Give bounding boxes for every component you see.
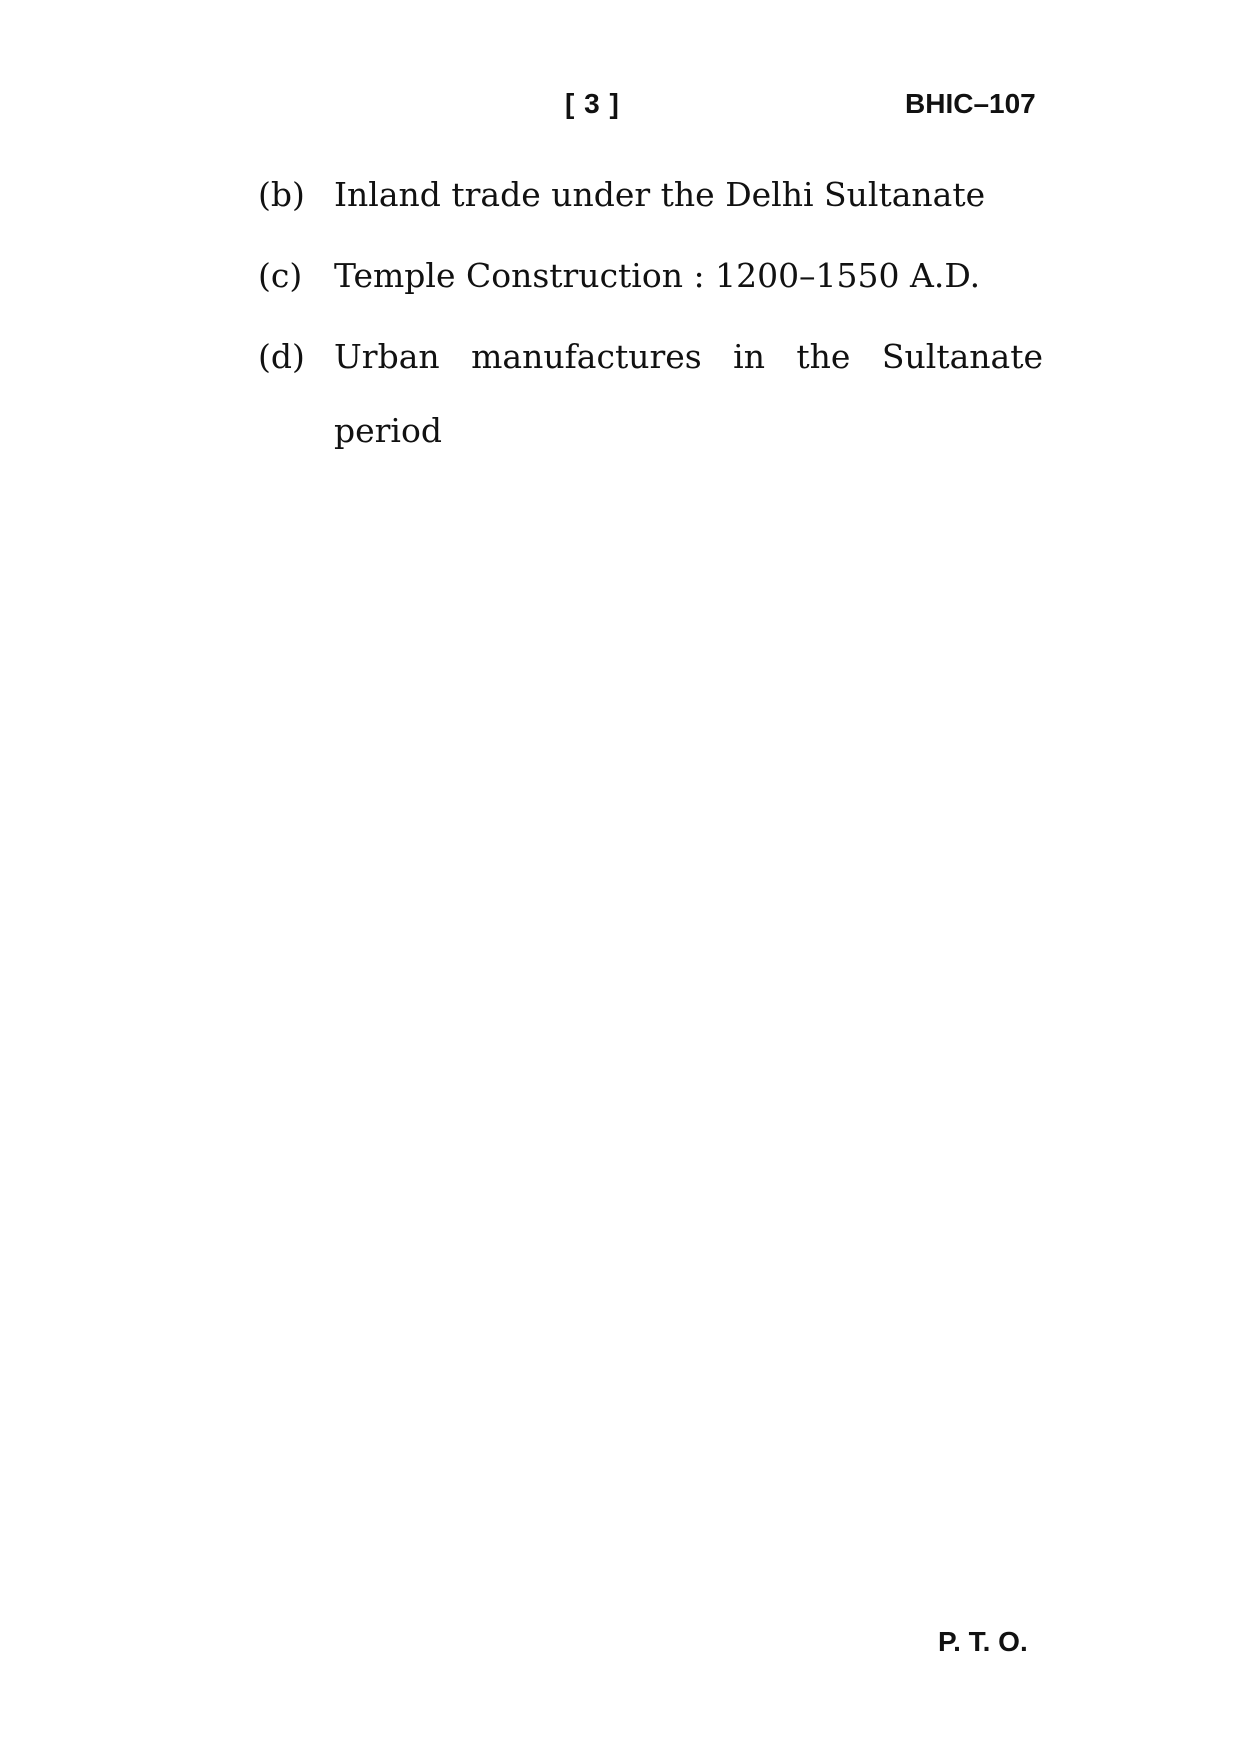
question-label: (c) — [258, 256, 303, 295]
question-item-b — [258, 158, 1043, 232]
question-text: Inland trade under the Delhi Sultanate — [334, 175, 986, 214]
question-text-line-1: Urban manufactures in the Sultanate — [334, 337, 1043, 376]
page-number: [ 3 ] — [565, 88, 620, 119]
question-list — [258, 158, 1043, 475]
question-label: (d) — [258, 337, 305, 376]
question-item-c — [258, 239, 1043, 313]
course-code: BHIC–107 — [905, 88, 1036, 119]
pto-marker: P. T. O. — [938, 1626, 1028, 1657]
question-item-d — [258, 320, 1043, 468]
question-text — [334, 320, 1043, 468]
question-label: (b) — [258, 175, 305, 214]
question-text-line-2: period — [334, 411, 442, 450]
question-text: Temple Construction : 1200–1550 A.D. — [334, 256, 981, 295]
